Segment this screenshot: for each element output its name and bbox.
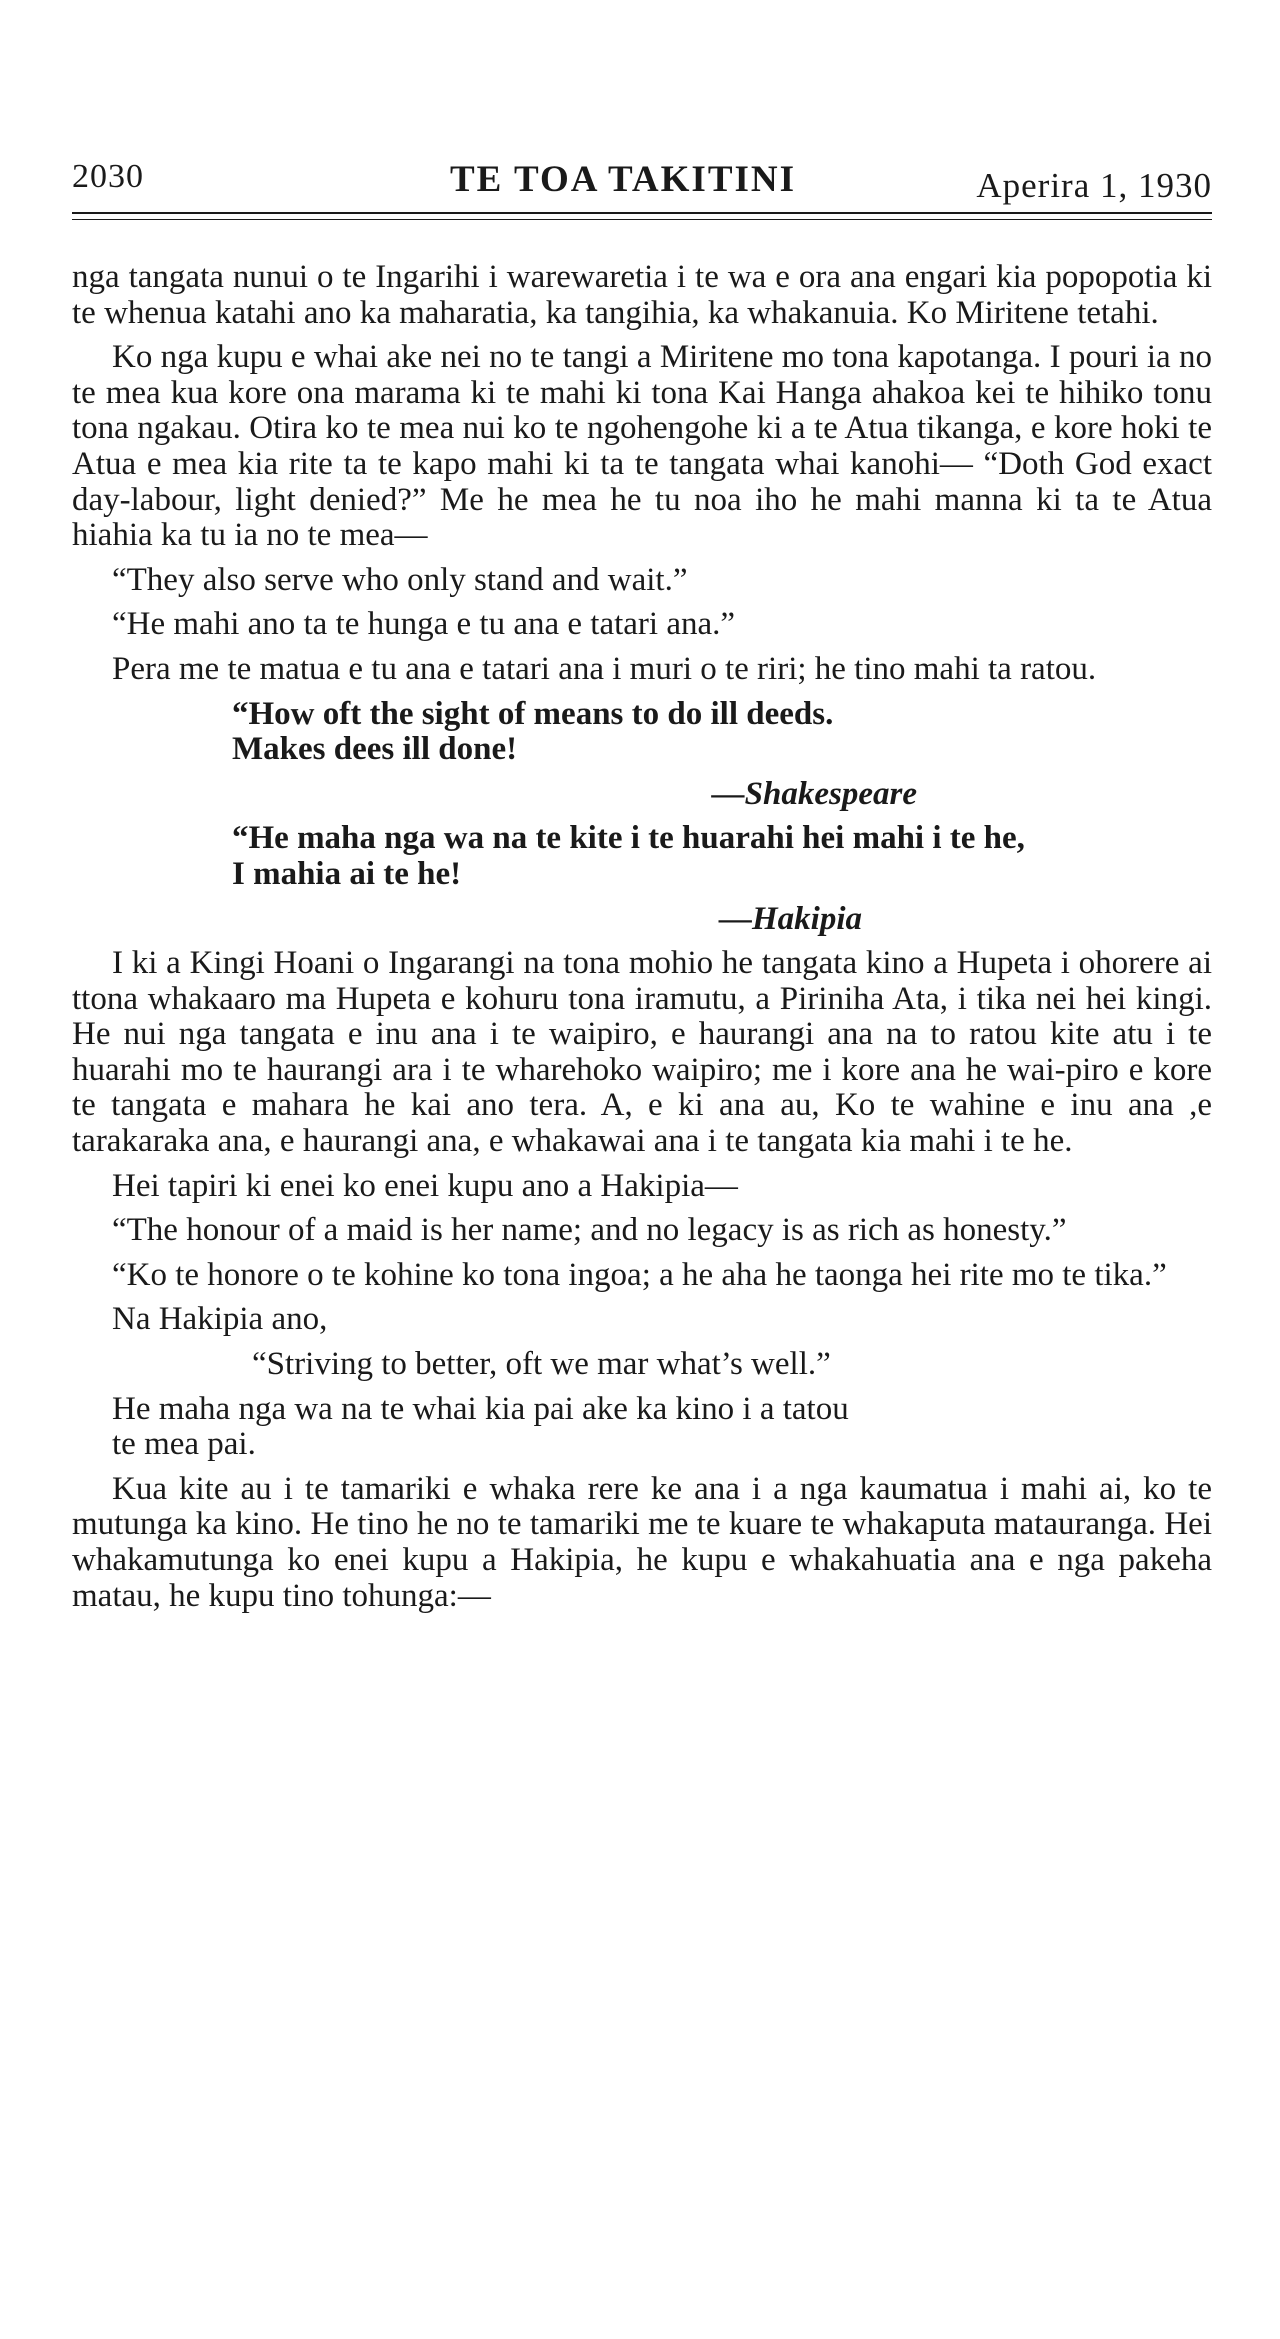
journal-title: TE TOA TAKITINI xyxy=(450,159,797,200)
running-header xyxy=(72,158,1212,210)
paragraph-10: Na Hakipia ano, xyxy=(112,1301,328,1338)
verse-line: “He maha nga wa na te kite i te huarahi hei mahi i te he, xyxy=(232,820,1025,857)
quote-striving: “Striving to better, oft we mar what’s well.” xyxy=(252,1346,831,1383)
body-text xyxy=(72,260,1212,1623)
quote-milton-english: “They also serve who only stand and wait.” xyxy=(112,561,688,598)
paragraph-6: I ki a Kingi Hoani o Ingarangi na tona mohio he tangata kino a Hupeta i ohorere ai ttona whakaaro ma Hupeta e kohuru tona iramutu, a Piriniha Ata, i tika nei hei kingi. He nui nga tangata e inu ana i te waipiro, e haurangi ana na to ratou kite atu i te huarahi mo te haurangi ara i te wharehoko waipiro; me i kore ana he wai-piro e kore te tangata e mahara he kai ano tera. A, e ki ana au, Ko te wahine e inu ana ,e tarakaraka ana, e haurangi ana, e whakawai ana i te tangata kia mahi i te he. xyxy=(72,945,1212,1160)
paragraph-1: nga tangata nunui o te Ingarihi i warewaretia i te wa e ora ana engari kia popopotia ki te whenua katahi ano ka maharatia, ka tangihia, ka whakanuia. Ko Miritene tetahi. xyxy=(72,259,1212,331)
page-number: 2030 xyxy=(72,158,144,195)
header-rule-thick xyxy=(72,212,1212,214)
paragraph-13: Kua kite au i te tamariki e whaka rere ke ana i a nga kaumatua i mahi ai, ko te mutunga ka kino. He tino he no te tamariki me te kuare te whakaputa matauranga. Hei whakamutunga ko enei kupu a Hakipia, he kupu e whakahuatia ana e nga pakeha matau, he kupu tino tohunga:— xyxy=(72,1470,1212,1614)
verse-line: “How oft the sight of means to do ill deeds. xyxy=(232,695,834,732)
issue-date: Aperira 1, 1930 xyxy=(976,166,1212,205)
verse-shakespeare xyxy=(232,697,1212,768)
paragraph-2: Ko nga kupu e whai ake nei no te tangi a Miritene mo tona kapotanga. I pouri ia no te mea kua kore ona marama ki te mahi ki tona Kai Hanga ahakoa kei te hihiko tonu tona ngakau. Otira ko te mea nui ko te ngohengohe ki a te Atua tikanga, e kore hoki te Atua e mea kia rite ta te kapo mahi ki ta te tangata whai kanohi— “Doth God exact day-labour, light denied?” Me he mea he tu noa iho he mahi manna ki ta te Atua hiahia ka tu ia no te mea— xyxy=(72,339,1212,554)
quote-honour-english: “The honour of a maid is her name; and no legacy is as rich as honesty.” xyxy=(112,1212,1067,1249)
paragraph-line: He maha nga wa na te whai kia pai ake ka kino i a tatou xyxy=(112,1390,849,1427)
quote-milton-maori: “He mahi ano ta te hunga e tu ana e tatari ana.” xyxy=(112,606,736,643)
quote-honour-maori: “Ko te honore o te kohine ko tona ingoa; a he aha he taonga hei rite mo te tika.” xyxy=(112,1256,1167,1293)
attribution-shakespeare: —Shakespeare xyxy=(711,775,917,812)
paragraph-5: Pera me te matua e tu ana e tatari ana i muri o te riri; he tino mahi ta ratou. xyxy=(112,650,1097,687)
verse-line: I mahia ai te he! xyxy=(232,855,462,892)
paragraph-7: Hei tapiri ki enei ko enei kupu ano a Hakipia— xyxy=(112,1167,738,1204)
verse-hakipia xyxy=(232,821,1212,892)
paragraph-line: te mea pai. xyxy=(112,1426,256,1463)
header-rule-thin xyxy=(72,219,1212,220)
attribution-hakipia: —Hakipia xyxy=(718,900,862,937)
paragraph-12 xyxy=(72,1392,1212,1463)
verse-line: Makes dees ill done! xyxy=(232,731,518,768)
